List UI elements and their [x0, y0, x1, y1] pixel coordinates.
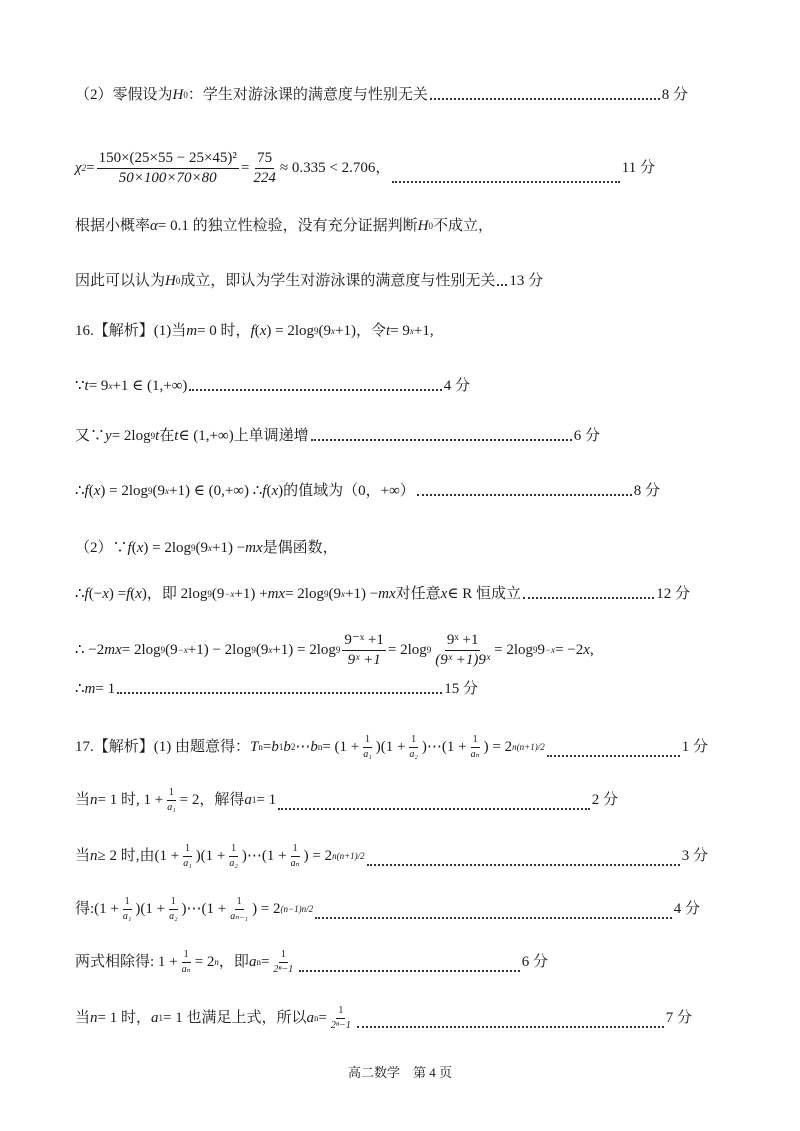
text-segment: ∴ [75, 681, 85, 697]
fraction-denominator: a₁ [167, 802, 176, 813]
superscript: 2 [81, 163, 87, 173]
text-segment: = 1 [95, 681, 116, 697]
text-segment: = 0 时， [197, 323, 251, 339]
math-variable: f [84, 483, 89, 499]
text-segment: ：学生对游泳课的满意度与性别无关 [187, 87, 428, 103]
text-segment: = 2log [387, 642, 427, 658]
math-variable: mx [245, 540, 263, 556]
text-segment: )(1 + [135, 901, 166, 917]
subscript: 9 [426, 645, 432, 655]
subscript: 9 [251, 645, 256, 655]
text-segment: 当 [75, 1010, 91, 1026]
fraction [167, 897, 179, 922]
dotted-leader [367, 864, 680, 866]
superscript: x [268, 645, 273, 655]
dotted-leader [417, 494, 632, 496]
text-segment: = [240, 160, 250, 176]
subscript: 9 [150, 431, 156, 441]
solution-line [75, 950, 548, 975]
text-segment: +1) = 2log [272, 642, 336, 658]
text-segment: ∈ R 恒成立 [447, 586, 521, 602]
superscript: x [331, 326, 336, 336]
fraction-denominator: (9ˣ +1)9ˣ [435, 652, 491, 668]
fraction-numerator: 1 [169, 897, 178, 910]
text-segment: = 1 时， [97, 1010, 151, 1026]
text-segment: = 9 [88, 378, 109, 394]
solution-line [75, 844, 708, 869]
text-segment: (9 [328, 586, 341, 602]
fraction [97, 151, 239, 186]
solution-line [75, 484, 660, 499]
subscript: n [313, 1013, 319, 1023]
fraction-numerator: 1 [279, 950, 288, 963]
text-segment: , [589, 642, 594, 658]
math-variable: n [90, 792, 98, 808]
text-segment: = (1 + [322, 739, 360, 755]
score-label: 15 分 [444, 681, 478, 697]
text-segment: +1, [413, 323, 434, 339]
text-segment: 9 [537, 642, 546, 658]
fraction-denominator: 224 [253, 170, 276, 186]
fraction-denominator: aₙ [181, 964, 191, 975]
fraction [165, 788, 177, 813]
fraction-numerator: 1 [471, 735, 480, 748]
solution-line [75, 682, 478, 697]
superscript: −x [177, 645, 188, 655]
dotted-leader [315, 917, 672, 919]
text-segment: 是偶函数， [262, 540, 338, 556]
subscript: 9 [323, 589, 329, 599]
subscript: 9 [314, 326, 319, 336]
subscript: 0 [428, 221, 433, 231]
text-segment: ∴ [75, 586, 85, 602]
math-variable: f [126, 586, 131, 602]
fraction-numerator: 9ˣ +1 [445, 633, 481, 651]
subscript: n [317, 742, 323, 752]
math-variable: a [306, 1010, 314, 1026]
solution-line [75, 633, 594, 668]
text-segment: 成立，即认为学生对游泳课的满意度与性别无关 [180, 273, 496, 289]
solution-line [75, 88, 688, 103]
subscript: 1 [158, 1013, 163, 1023]
dotted-leader [278, 808, 590, 810]
score-label: 12 分 [656, 586, 690, 602]
solution-line [75, 1006, 692, 1031]
score-label: 13 分 [509, 273, 544, 289]
math-variable: mx [104, 642, 122, 658]
text-segment: ) = 2 [252, 901, 281, 917]
text-segment: +1) − 2log [187, 642, 252, 658]
text-segment: 16.【解析】(1)当 [75, 323, 187, 339]
math-variable: x [136, 540, 144, 556]
solution-line [75, 587, 690, 602]
text-segment: (9 [318, 323, 332, 339]
text-segment: +1) − [344, 586, 379, 602]
math-variable: n [90, 848, 98, 864]
text-segment: 当 [75, 792, 91, 808]
math-variable: t [386, 323, 391, 339]
text-segment: (− [88, 586, 103, 602]
score-label: 4 分 [673, 901, 700, 917]
subscript: 0 [175, 276, 181, 286]
fraction [271, 950, 295, 975]
math-variable: x [135, 586, 142, 602]
math-variable: a [244, 792, 252, 808]
math-variable: H [417, 218, 429, 234]
fraction-denominator: aₙ [290, 858, 300, 869]
text-segment: +1) − [211, 540, 246, 556]
math-variable: f [250, 323, 255, 339]
subscript: 9 [190, 543, 196, 553]
fraction-numerator: 9⁻ˣ +1 [342, 633, 385, 651]
text-segment: 对任意 [395, 586, 441, 602]
subscript: 9 [160, 645, 166, 655]
text-segment: ∴ [75, 483, 85, 499]
math-variable: x [102, 586, 109, 602]
math-variable: x [93, 483, 101, 499]
math-variable: m [186, 323, 198, 339]
solution-line [75, 219, 493, 234]
solution-line [75, 735, 708, 760]
text-segment: ≈ 0.335 < 2.706， [279, 160, 391, 176]
superscript: (n−1)n/2 [280, 904, 314, 914]
text-segment: )⋯(1 + [421, 739, 467, 755]
fraction [228, 897, 250, 922]
text-segment: ) = 2log [100, 483, 149, 499]
text-segment: = 0.1 的独立性检验，没有充分证据判断 [157, 218, 418, 234]
fraction-denominator: 2ⁿ−1 [330, 1020, 351, 1031]
solution-line [75, 897, 700, 922]
text-segment: )⋯(1 + [241, 848, 287, 864]
text-segment: 当 [75, 848, 91, 864]
math-variable: m [84, 681, 96, 697]
math-variable: t [174, 428, 179, 444]
fraction-denominator: 2ⁿ−1 [273, 964, 294, 975]
dotted-leader [299, 970, 519, 972]
math-variable: x [259, 323, 267, 339]
text-segment: = [86, 160, 95, 176]
subscript: 1 [251, 795, 257, 805]
text-segment: 17.【解析】(1) 由题意得： [75, 739, 250, 755]
math-variable: mx [267, 586, 286, 602]
fraction-numerator: 1 [229, 844, 238, 857]
math-variable: b [271, 739, 279, 755]
text-segment: 又∵ [75, 428, 106, 444]
text-segment: 两式相除得: 1 + [75, 954, 178, 970]
solution-line [75, 151, 655, 186]
solution-line [75, 429, 600, 444]
fraction [227, 844, 239, 869]
superscript: x [340, 589, 345, 599]
solution-line [75, 788, 618, 813]
fraction [251, 151, 278, 186]
score-label: 11 分 [621, 160, 655, 176]
score-label: 1 分 [681, 739, 708, 755]
text-segment: 不成立， [432, 218, 493, 234]
fraction-denominator: a₁ [122, 911, 132, 922]
math-variable: f [262, 483, 267, 499]
text-segment: ∵ [75, 378, 85, 394]
math-variable: b [310, 739, 318, 755]
fraction [361, 735, 373, 760]
text-segment: = 2log [285, 586, 324, 602]
text-segment: ⋯ [295, 739, 311, 755]
text-segment: +1) ∈ (0,+∞) ∴ [169, 483, 263, 499]
fraction [180, 950, 193, 975]
fraction-numerator: 1 [235, 897, 244, 910]
dotted-leader [189, 389, 441, 391]
solution-line [75, 379, 470, 394]
text-segment: ∈ (1,+∞)上单调递增 [178, 428, 309, 444]
fraction [433, 633, 492, 668]
score-label: 8 分 [633, 483, 660, 499]
superscript: n(n+1)/2 [332, 851, 365, 861]
fraction [469, 735, 482, 760]
text-segment: = [262, 739, 272, 755]
subscript: 2 [290, 742, 296, 752]
superscript: n(n+1)/2 [512, 742, 545, 752]
text-segment: ( [131, 540, 137, 556]
fraction-denominator: 50×100×70×80 [118, 170, 217, 186]
math-variable: f [84, 586, 89, 602]
math-variable: x [583, 642, 590, 658]
superscript: x [409, 326, 414, 336]
dotted-leader [497, 284, 507, 286]
text-segment: = 1 也满足上式，所以 [162, 1010, 307, 1026]
fraction-numerator: 1 [182, 950, 191, 963]
score-label: 2 分 [591, 792, 618, 808]
math-variable: n [90, 1010, 98, 1026]
text-segment: ) = 2log [143, 540, 191, 556]
subscript: 9 [148, 486, 153, 496]
score-label: 4 分 [443, 378, 470, 394]
subscript: 9 [533, 645, 538, 655]
fraction-denominator: a₂ [229, 858, 238, 869]
text-segment: = 1 [256, 792, 277, 808]
math-variable: x [271, 483, 279, 499]
text-segment: 根据小概率 [75, 218, 151, 234]
math-variable: a [150, 1010, 159, 1026]
fraction [407, 735, 419, 760]
dotted-leader [547, 755, 680, 757]
fraction-numerator: 150×(25×55 − 25×45)² [97, 151, 239, 169]
superscript: −x [545, 645, 556, 655]
superscript: x [207, 543, 212, 553]
text-segment: ) = 2 [303, 848, 333, 864]
math-variable: f [127, 540, 132, 556]
text-segment: ( [266, 483, 272, 499]
fraction-numerator: 75 [255, 151, 274, 169]
text-segment: (9 [152, 483, 166, 499]
text-segment: )的值域为（0，+∞） [278, 483, 415, 499]
dotted-leader [392, 181, 619, 183]
text-segment: = [260, 954, 270, 970]
text-segment: )⋯(1 + [181, 901, 227, 917]
fraction [121, 897, 133, 922]
text-segment: +1) + [234, 586, 268, 602]
text-segment: (9 [195, 540, 208, 556]
superscript: x [165, 486, 170, 496]
math-variable: y [105, 428, 112, 444]
subscript: 1 [278, 742, 284, 752]
text-segment: = [318, 1010, 327, 1026]
math-variable: b [283, 739, 291, 755]
text-segment: （2）∵ [75, 540, 128, 556]
dotted-leader [311, 439, 572, 441]
solution-line [75, 274, 543, 289]
math-variable: t [84, 378, 89, 394]
score-label: 6 分 [521, 954, 548, 970]
score-label: 7 分 [665, 1010, 692, 1026]
fraction-denominator: a₁ [183, 858, 192, 869]
text-segment: 在 [159, 428, 175, 444]
text-segment: = 9 [390, 323, 410, 339]
subscript: n [256, 957, 261, 967]
fraction [289, 844, 302, 869]
text-segment: 因此可以认为 [75, 273, 166, 289]
math-variable: x [440, 586, 448, 602]
text-segment: 得:(1 + [75, 901, 119, 917]
math-variable: a [248, 954, 257, 970]
fraction [181, 844, 193, 869]
math-variable: T [250, 739, 259, 755]
solution-line [75, 324, 434, 339]
page-footer: 高二数学 第 4 页 [347, 1065, 452, 1080]
text-segment: ∴ −2 [75, 642, 105, 658]
fraction-numerator: 1 [167, 788, 176, 801]
text-segment: ) = 2log [266, 323, 315, 339]
math-variable: t [155, 428, 160, 444]
subscript: 9 [335, 645, 341, 655]
math-variable: mx [378, 586, 396, 602]
fraction-denominator: a₂ [409, 749, 418, 760]
dotted-leader [357, 1026, 664, 1028]
dotted-leader [523, 597, 654, 599]
math-variable: H [165, 273, 176, 289]
score-label: 8 分 [661, 87, 688, 103]
fraction [329, 1006, 353, 1031]
text-segment: = 1 时, 1 + [97, 792, 164, 808]
fraction-denominator: aₙ [470, 749, 480, 760]
score-label: 6 分 [573, 428, 600, 444]
text-segment: = −2 [555, 642, 584, 658]
text-segment: )，即 2log [141, 586, 208, 602]
subscript: n [258, 742, 263, 752]
text-segment: ( [88, 483, 94, 499]
dotted-leader [117, 692, 442, 694]
fraction-denominator: 9ˣ +1 [347, 652, 381, 668]
text-segment: （2）零假设为 [75, 87, 173, 103]
fraction [342, 633, 385, 668]
text-segment: ，即 [218, 954, 249, 970]
math-variable: α [150, 218, 158, 234]
dotted-leader [430, 98, 660, 100]
fraction-numerator: 1 [363, 735, 372, 748]
text-segment: = 2log [121, 642, 161, 658]
text-segment: = 2log [111, 428, 151, 444]
fraction-denominator: a₁ [363, 749, 372, 760]
text-segment: )(1 + [195, 848, 226, 864]
fraction-denominator: a₂ [169, 911, 178, 922]
subscript: 9 [207, 589, 212, 599]
text-segment: = 2，解得 [179, 792, 245, 808]
superscript: n [214, 957, 219, 967]
subscript: 0 [183, 90, 188, 100]
score-label: 3 分 [681, 848, 708, 864]
fraction-numerator: 1 [291, 844, 300, 857]
solution-line [75, 541, 338, 556]
text-segment: (9 [255, 642, 269, 658]
fraction-numerator: 1 [123, 897, 132, 910]
superscript: −x [224, 589, 235, 599]
text-segment: ( [130, 586, 136, 602]
text-segment: )(1 + [375, 739, 406, 755]
fraction-numerator: 1 [409, 735, 418, 748]
text-segment: = 2log [494, 642, 534, 658]
text-segment: = 2 [194, 954, 215, 970]
text-segment: (9 [165, 642, 178, 658]
text-segment: +1)，令 [335, 323, 386, 339]
text-segment: ) = [108, 586, 127, 602]
math-variable: H [172, 87, 184, 103]
text-segment: ) = 2 [483, 739, 513, 755]
fraction-denominator: aₙ₋₁ [230, 911, 249, 922]
math-variable: χ [75, 160, 82, 176]
text-segment: +1 ∈ (1,+∞) [112, 378, 188, 394]
text-segment: ( [254, 323, 260, 339]
fraction-numerator: 1 [183, 844, 192, 857]
text-segment: (9 [211, 586, 225, 602]
superscript: x [108, 381, 113, 391]
text-segment: ≥ 2 时,由(1 + [97, 848, 180, 864]
fraction-numerator: 1 [336, 1006, 345, 1019]
